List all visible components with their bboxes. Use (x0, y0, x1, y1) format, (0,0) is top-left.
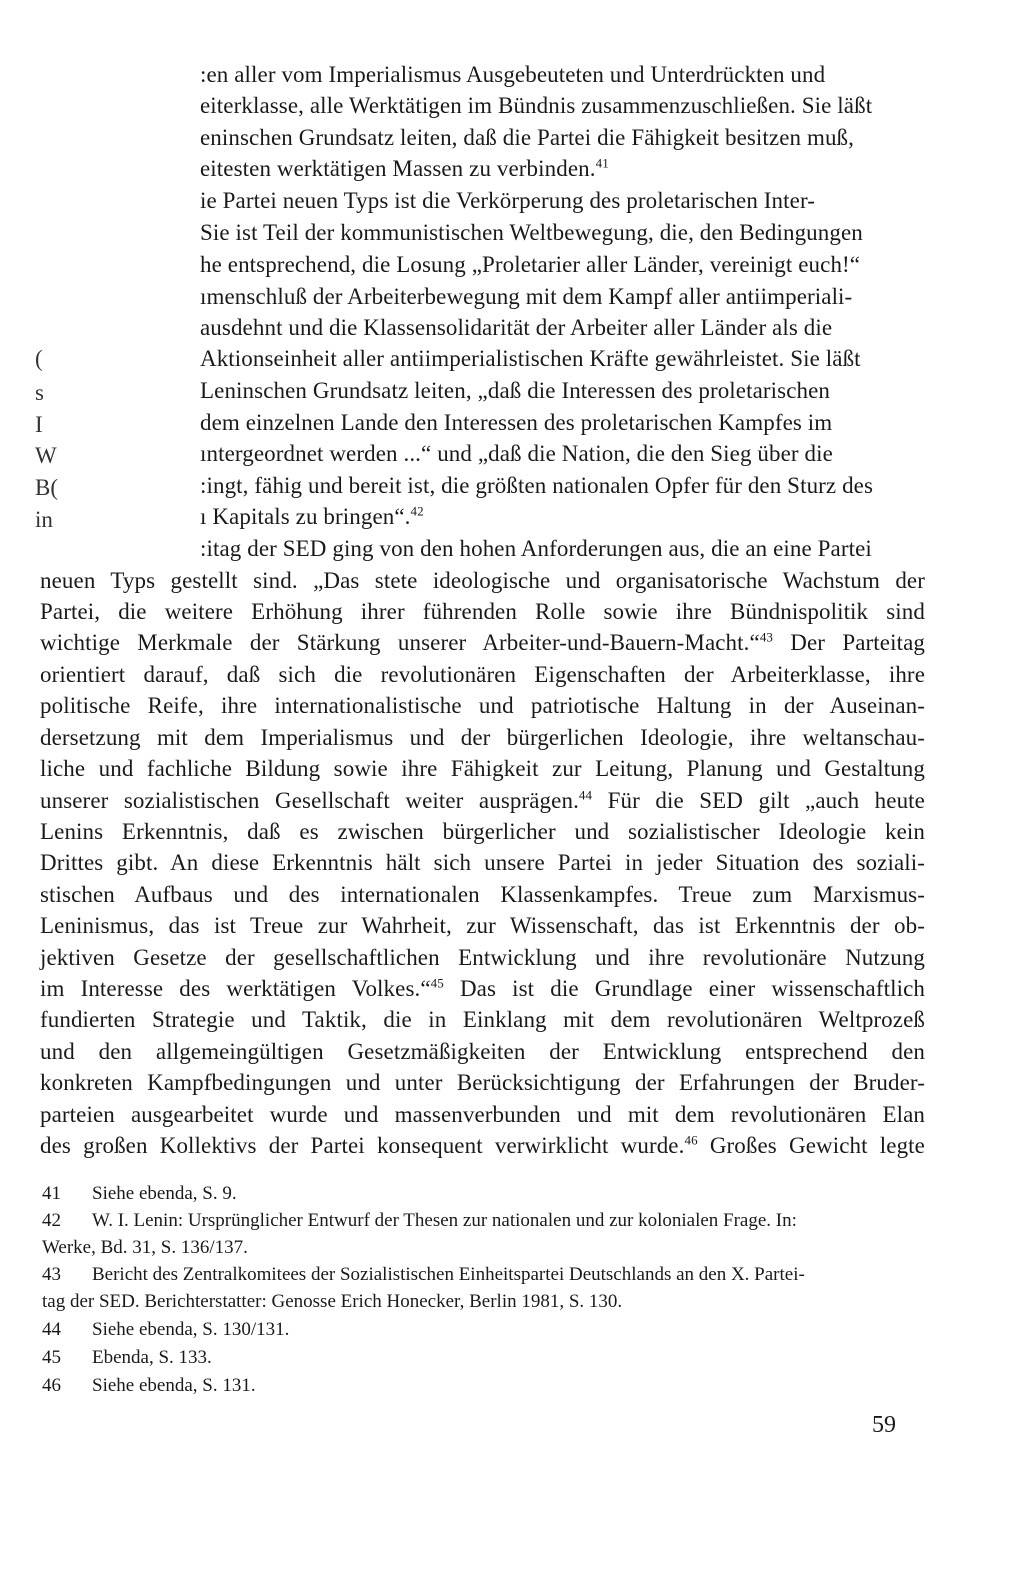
margin-fragment: B( (35, 475, 58, 500)
body-line: ı Kapitals zu bringen“.$^{42}$ (200, 503, 424, 529)
body-line: ie Partei neuen Typs ist die Verkörperung des proletarischen Inter- (200, 188, 816, 213)
body-line: eitesten werktätigen Massen zu verbinden.$^{41}$ (200, 155, 609, 181)
body-line: he entsprechend, die Losung „Proletarier aller Länder, vereinigt euch!“ (200, 252, 861, 277)
body-line: ıntergeordnet werden ...“ und „daß die Nation, die den Sieg über die (200, 441, 833, 466)
margin-fragment: s (35, 380, 44, 405)
footnote-ref: 41 (595, 155, 609, 171)
footnote-ref: 46 (684, 1132, 698, 1148)
body-line: und den allgemeingültigen Gesetzmäßigkeiten der Entwicklung entsprechend den (40, 1039, 925, 1064)
body-line: liche und fachliche Bildung sowie ihre Fähigkeit zur Leitung, Planung und Gestaltung (40, 756, 925, 781)
footnote-ref: 44 (578, 787, 593, 803)
body-line: fundierten Strategie und Taktik, die in Einklang mit dem revolutionären Weltprozeß (40, 1007, 925, 1032)
body-line: stischen Aufbaus und des internationalen Klassenkampfes. Treue zum Marxismus- (40, 882, 925, 907)
body-line: Drittes gibt. An diese Erkenntnis hält sich unsere Partei in jeder Situation des soziali- (40, 850, 925, 875)
footnote-ref: 42 (410, 503, 424, 519)
body-line: jektiven Gesetze der gesellschaftlichen Entwicklung und ihre revolutionäre Nutzung (40, 945, 925, 970)
body-line: :ingt, fähig und bereit ist, die größten nationalen Opfer für den Sturz des (200, 473, 874, 498)
body-line: eiterklasse, alle Werktätigen im Bündnis zusammenzuschließen. Sie läßt (200, 93, 873, 118)
page-number: 59 (872, 1412, 896, 1438)
footnote-ref: 45 (430, 975, 444, 991)
body-line: :en aller vom Imperialismus Ausgebeuteten und Unterdrückten und (200, 62, 826, 87)
body-line: des großen Kollektivs der Partei konsequent verwirklicht wurde.$^{46}$ Großes Gewicht legte (40, 1132, 925, 1158)
margin-fragment: ( (35, 346, 43, 371)
body-line: orientiert darauf, daß sich die revolutionären Eigenschaften der Arbeiterklasse, ihre (40, 662, 925, 687)
body-line: ımenschluß der Arbeiterbewegung mit dem Kampf aller antiimperiali- (200, 284, 853, 309)
body-line: Sie ist Teil der kommunistischen Weltbewegung, die, den Bedingungen (200, 220, 863, 245)
body-line: :itag der SED ging von den hohen Anforderungen aus, die an eine Partei (200, 536, 872, 561)
body-line: dem einzelnen Lande den Interessen des proletarischen Kampfes im (200, 410, 833, 435)
body-line: im Interesse des werktätigen Volkes.“$^{45}$ Das ist die Grundlage einer wissenschaftlich (40, 975, 925, 1001)
body-line: parteien ausgearbeitet wurde und massenverbunden und mit dem revolutionären Elan (40, 1102, 925, 1127)
body-line: unserer sozialistischen Gesellschaft weiter ausprägen.$^{44}$ Für die SED gilt „auch heute (40, 787, 925, 813)
body-line: konkreten Kampfbedingungen und unter Berücksichtigung der Erfahrungen der Bruder- (40, 1070, 925, 1095)
body-line: neuen Typs gestellt sind. „Das stete ideologische und organisatorische Wachstum der (40, 568, 925, 593)
body-line: dersetzung mit dem Imperialismus und der bürgerlichen Ideologie, ihre weltanschau- (40, 725, 925, 750)
body-line: Partei, die weitere Erhöhung ihrer führenden Rolle sowie ihre Bündnispolitik sind (40, 599, 925, 624)
margin-fragment: W (35, 443, 57, 468)
body-line: ausdehnt und die Klassensolidarität der Arbeiter aller Länder als die (200, 315, 833, 340)
body-line: Leninschen Grundsatz leiten, „daß die Interessen des proletarischen (200, 378, 831, 403)
body-line: politische Reife, ihre internationalistische und patriotische Haltung in der Auseinan- (40, 693, 925, 718)
body-line: wichtige Merkmale der Stärkung unserer Arbeiter-und-Bauern-Macht.“$^{43}$ Der Parteitag (40, 629, 925, 655)
body-line: Aktionseinheit aller antiimperialistischen Kräfte gewährleistet. Sie läßt (200, 346, 861, 371)
margin-fragment: I (35, 412, 43, 437)
body-line: Leninismus, das ist Treue zur Wahrheit, zur Wissenschaft, das ist Erkenntnis der ob- (40, 913, 925, 938)
body-line: eninschen Grundsatz leiten, daß die Partei die Fähigkeit besitzen muß, (200, 125, 855, 150)
margin-fragment: in (35, 507, 53, 532)
footnote-ref: 43 (759, 629, 774, 645)
body-line: Lenins Erkenntnis, daß es zwischen bürgerlicher und sozialistischer Ideologie kein (40, 819, 925, 844)
